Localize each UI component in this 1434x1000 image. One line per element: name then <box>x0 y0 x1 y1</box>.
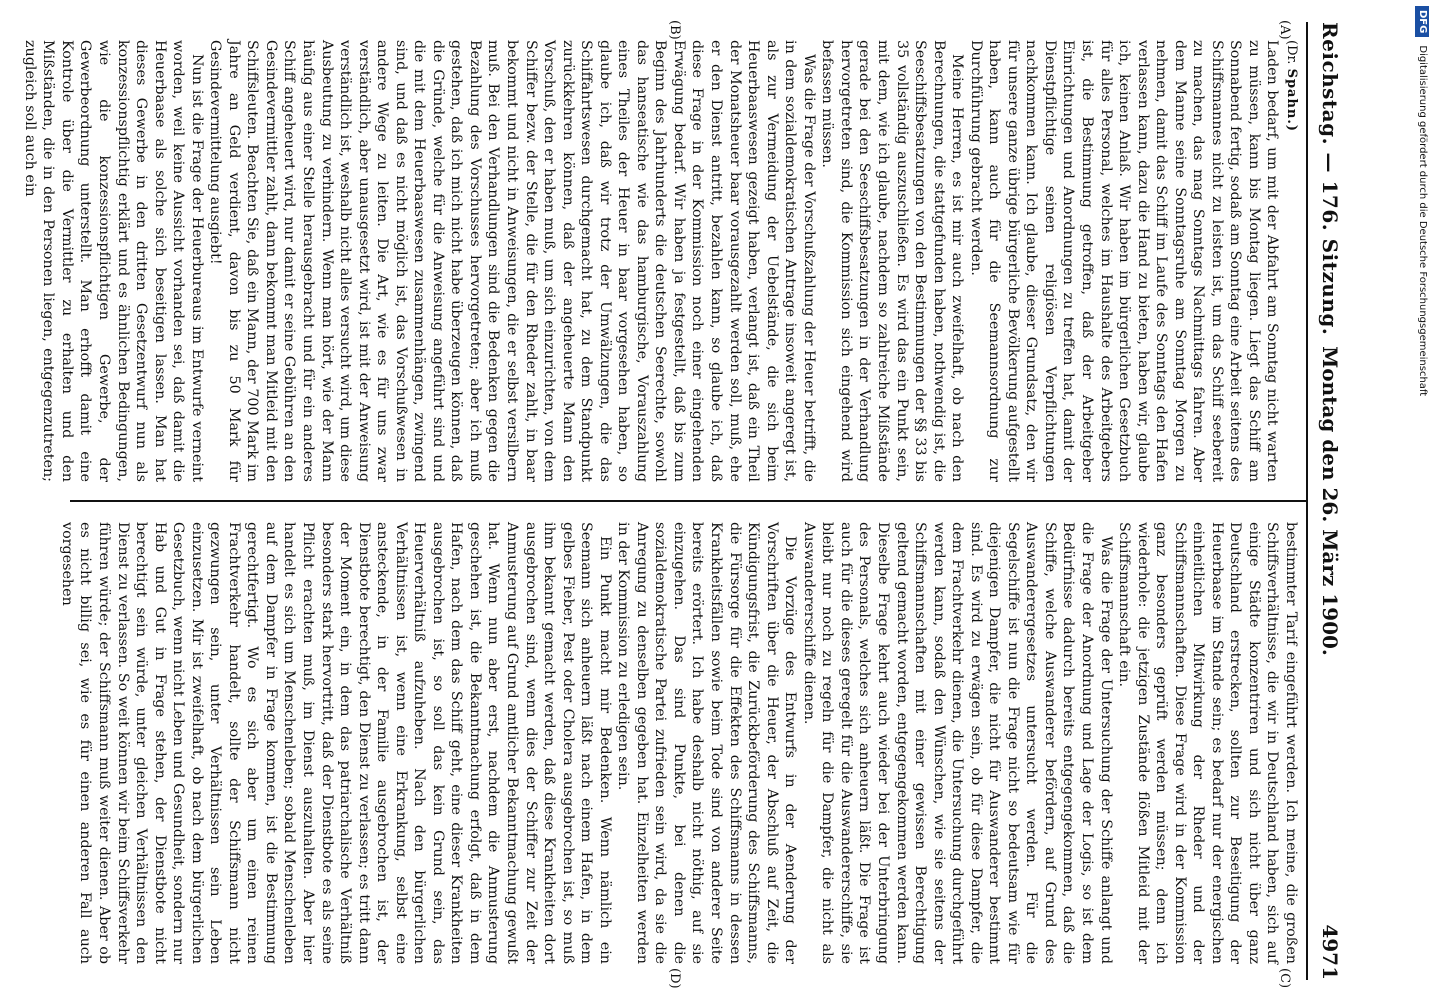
header-date: Montag den 26. März 1900. <box>1318 346 1342 656</box>
paragraph: Nun ist die Frage der Heuerbureaus im Entwurfe verneint worden, weil keine Aussicht vorhanden sei, daß damit die Heuerbaase als solche sich beseitigen lassen. Man hat dieses Gewerbe in den dritten Gesetzentwurf nun als konzessionspflichtig erklärt und es ähnlichen Bedingungen, wie die konzessionspflichtigen Gewerbe, der Gewerbeordnung unterstellt. Man erhofft damit eine Kontrole über die Vermittler zu erhalten und den Mißständen, die in den Personen liegen, entgegenzutreten; zugleich soll auch ein <box>21 40 205 482</box>
margin-mark-a: (A) <box>1277 20 1292 40</box>
margin-mark-b: (B) <box>667 20 682 40</box>
speaker-prefix: (Dr. <box>1284 40 1299 65</box>
speaker-line <box>1281 40 1300 482</box>
digitization-credit <box>1410 6 1434 994</box>
paragraph: Was die Frage der Vorschußzahlung der Heuer betrifft, die in dem sozialdemokratischen Antrage insoweit angeregt ist, als zur Vermeidung der Uebelstände, die sich beim Heuerbaaswesen gezeigt haben, verlangt ist, daß ein Theil der Monatsheuer baar vorausgezahlt werden soll, muß, ehe er den Dienst antritt, bezahlen kann, so glaube ich, daß diese Frage in der Kommission noch einer eingehenden Erwägung bedarf. Wir haben ja festgestellt, daß bis zum Beginn des Jahrhunderts die deutschen Seerechte, sowohl das hanseatische wie das hamburgische, Vorauszahlung eines Theiles der Heuer in baar vorgesehen haben, so glaube ich, daß wir trotz der Umwälzungen, die das Schiffahrtswesen durchgemacht hat, zu dem Standpunkt zurückkehren können, daß der angeheuerte Mann den Vorschuß, den er haben muß, um sich einzurichten, von dem Schiffer bezw. der Stelle, die für den Rheder zahlt, in baar bekommt und nicht in Anweisungen, die er selbst versilbern muß. Bei den Verhandlungen sind die Bedenken gegen die Bezahlung des Vorschusses hervorgetreten; aber ich muß gestehen, daß ich mich nicht habe überzeugen können, daß die Gründe, welche für die Anweisung angeführt sind und die mit dem Heuerbaaswesen zusammenhängen, zwingend sind, und daß es nicht möglich ist, das Vorschußwesen in andere Wege zu leiten. Die Art, wie es für uns zwar verständlich, aber unausgesetzt wird, ist mit der Anweisung verständlich ist, weshalb nicht alles versucht wird, um diese Ausbeutung zu verhindern. Wenn man hört, wie der Mann häufig aus einer Stelle herausgebracht und für ein anderes Schiff angeheuert wird, nur damit er seine Gebühren an den Gesindevermittler zahlt, dann bekommt man Mitleid mit den Schiffsleuten. Beachten Sie, daß ein Mann, der 700 Mark im Jahre an Geld verdient, davon bis zu 50 Mark für Gesindevermittelung ausgiebt! <box>207 40 817 482</box>
right-column <box>58 522 1300 964</box>
margin-mark-c: (C) <box>1277 968 1292 989</box>
paragraph: Die Vorzüge des Entwurfs in der Aenderung der Vorschriften über die Heuer, der Abschluß auf Zeit, die Kündigungsfrist, die Zurückbeförderung des Schiffsmanns, die Fürsorge für die Effekten des Schiffsmanns in dessen Krankheitsfällen sowie beim Tode sind von anderer Seite bereits erörtert. Ich habe deshalb nicht nöthig, auf sie einzugehen. Das sind Punkte, bei denen die sozialdemokratische Partei zufrieden sein wird, da sie die Anregung zu denselben gegeben hat. Einzelheiten werden in der Kommission zu erledigen sein. <box>615 522 799 964</box>
margin-mark-d: (D) <box>667 968 682 989</box>
left-column <box>21 40 1300 482</box>
paragraph: Ein Punkt macht mir Bedenken. Wenn nämlich ein Seemann sich anheuern läßt nach einem Hafen, in dem gelbes Fieber, Pest oder Cholera ausgebrochen ist, so muß ihm bekannt gemacht werden, daß diese Krankheiten dort ausgebrochen sind, wenn dies der Schiffer zur Zeit der Anmusterung auf Grund amtlicher Bekanntmachung gewußt hat. Wenn nun aber erst, nachdem die Anmusterung geschehen ist, die Bekanntmachung erfolgt, daß in dem Hafen, nach dem das Schiff geht, eine dieser Krankheiten ausgebrochen ist, so soll das kein Grund sein, das Heuerverhältniß aufzuheben. Nach den bürgerlichen Verhältnissen ist, wenn eine Erkrankung, selbst eine ansteckende, in der Familie ausgebrochen ist, der Dienstbote berechtigt, den Dienst zu verlassen; es tritt dann der Moment ein, in dem das patriarchalische Verhältniß besonders stark hervortritt, daß der Dienstbote es als seine Pflicht erachten muß, im Dienst auszuhalten. Aber hier handelt es sich um Menschenleben; sobald Menschenleben auf dem Dampfer in Frage kommen, ist die Bestimmung gerechtfertigt. Wo es sich aber um einen reinen Frachtverkehr handelt, sollte der Schiffsmann nicht gezwungen sein, unter Verhältnissen sein Leben einzusetzen. Mir ist zweifelhaft, ob nach dem bürgerlichen Gesetzbuch, wenn nicht Leben und Gesundheit, sondern nur Hab und Gut in Frage stehen, der Dienstbote nicht berechtigt sein würde, unter gleichen Verhältnissen den Dienst zu verlassen. So weit können wir beim Schiffsverkehr führen würde; der Schiffsmann muß weiter dienen. Aber ob es nicht billig sei, wie es für einen anderen Fall auch vorgesehen <box>58 522 613 964</box>
header-left: Reichstag. — 176. Sitzung. <box>1318 22 1342 336</box>
paragraph: Meine Herren, es ist mir auch zweifelhaft, ob nach den Berechnungen, die stattgefunden haben, nothwendig ist, die Seeschiffsbesatzungen von den Bestimmungen der §§ 33 bis 35 vollständig auszuschließen. Es wird das ein Punkt sein, mit dem, wie ich glaube, nachdem so zahlreiche Mißstände gerade bei den Seeschiffsbesatzungen in der Verhandlung hervorgetreten sind, die Kommission sich eingehend wird befassen müssen. <box>819 40 966 482</box>
header-rule <box>1306 22 1308 980</box>
rotated-page-content <box>21 20 1350 989</box>
paragraph: Laden bedarf, um mit der Abfahrt am Sonntag nicht warten zu müssen, kann bis Montag liegen. Liegt das Schiff am Sonnabend fertig, sodaß am Sonntag eine Arbeit seitens des Schiffsmannes nicht zu leisten ist, um das Schiff seebereit zu machen, das mag Sonntags Nachmittags fahren. Aber dem Manne seine Sonntagsruhe am Sonntag Morgen zu nehmen, damit das Schiff im Laufe des Sonntags den Hafen verlassen kann, dazu die Hand zu bieten, haben wir, glaube ich, keinen Anlaß. Wir haben im bürgerlichen Gesetzbuch für alles Personal, welches im Haushalte des Arbeitgebers ist, die Bestimmung getroffen, daß der Arbeitgeber Einrichtungen und Anordnungen zu treffen hat, damit der Dienstpflichtige seinen religiösen Verpflichtungen nachkommen kann. Ich glaube, dieser Grundsatz, den wir für unsere ganze übrige bürgerliche Bevölkerung aufgestellt haben, kann auch für die Seemannsordnung zur Durchführung gebracht werden. <box>967 40 1281 482</box>
column-divider <box>70 500 1306 502</box>
page-header <box>1310 22 1350 980</box>
dfg-logo: DFG <box>1415 6 1429 37</box>
paragraph: Was die Frage der Untersuchung der Schiffe anlangt und die Frage der Anordnung und Lage der Logis, so ist dem Bedürfnisse dadurch bereits entgegengekommen, daß die Schiffe, welche Auswanderer befördern, auf Grund des Auswanderergesetzes untersucht werden. Für die Segelschiffe ist nun die Frage nicht so bedeutsam wie für diejenigen Dampfer, die nicht für Auswanderer bestimmt sind. Es wird zu erwägen sein, ob für diese Dampfer, die dem Frachtverkehr dienen, die Untersuchung durchgeführt werden kann, sodaß den Wünschen, wie sie seitens der Schiffsmannschaften mit einer gewissen Berechtigung geltend gemacht worden, entgegengekommen werden kann. Dieselbe Frage kehrt auch wieder bei der Unterbringung des Personals, welches sich anheuern läßt. Die Frage ist auch für die dieses geregelt für die Auswandererschiffe, sie bleibt nur noch zu regeln für die Dampfer, die nicht als Auswandererschiffe dienen. <box>800 522 1114 964</box>
credit-text: Digitalisierung gefördert durch die Deutsche Forschungsgemeinschaft <box>1417 45 1428 397</box>
page-number: 4971 <box>1318 924 1342 980</box>
speaker-name: Spahn.) <box>1284 68 1299 133</box>
paragraph: bestimmter Tarif eingeführt werden. Ich meine, die großen Schiffsverhältnisse, die wir in Deutschland haben, sich auf einige Städte konzentriren und sich nicht über ganz Deutschland erstrecken, sollten zur Beseitigung der Heuerbaase im Stande sein; es bedarf nur der energischen einheitlichen Mitwirkung der Rheder und der Schiffsmannschaften. Diese Frage wird in der Kommission ganz besonders geprüft werden müssen; denn ich wiederhole: die jetzigen Zustände flößen Mitleid mit der Schiffsmannschaft ein. <box>1116 522 1299 964</box>
